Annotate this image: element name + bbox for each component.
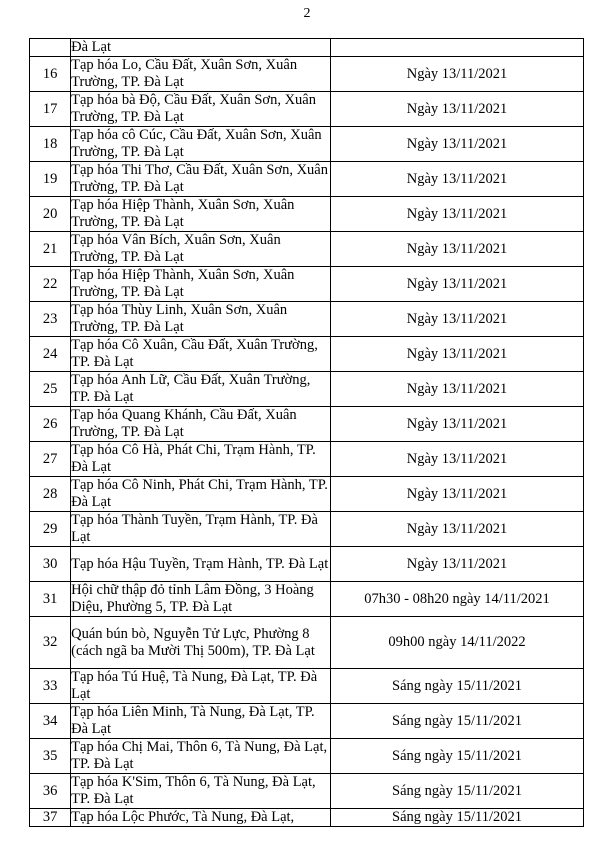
time-cell: Ngày 13/11/2021	[331, 197, 584, 232]
table-row	[30, 39, 584, 57]
place-cell: Tạp hóa Hiệp Thành, Xuân Sơn, Xuân Trường, TP. Đà Lạt	[71, 197, 331, 232]
row-number: 26	[30, 407, 71, 442]
table-row	[30, 267, 584, 302]
table-row	[30, 57, 584, 92]
time-cell: Sáng ngày 15/11/2021	[331, 704, 584, 739]
table-row	[30, 197, 584, 232]
schedule-table	[29, 38, 584, 827]
place-cell: Tạp hóa Quang Khánh, Cầu Đất, Xuân Trường, TP. Đà Lạt	[71, 407, 331, 442]
time-cell	[331, 39, 584, 57]
row-number: 31	[30, 582, 71, 617]
row-number: 20	[30, 197, 71, 232]
time-cell: Ngày 13/11/2021	[331, 92, 584, 127]
time-cell: Ngày 13/11/2021	[331, 477, 584, 512]
row-number: 27	[30, 442, 71, 477]
table-row	[30, 302, 584, 337]
table-row	[30, 442, 584, 477]
time-cell: Ngày 13/11/2021	[331, 127, 584, 162]
place-cell: Tạp hóa Thùy Linh, Xuân Sơn, Xuân Trường, TP. Đà Lạt	[71, 302, 331, 337]
table-row	[30, 669, 584, 704]
row-number	[30, 39, 71, 57]
table-row	[30, 809, 584, 827]
table-row	[30, 774, 584, 809]
time-cell: Ngày 13/11/2021	[331, 302, 584, 337]
time-cell: Ngày 13/11/2021	[331, 442, 584, 477]
time-cell: Ngày 13/11/2021	[331, 512, 584, 547]
row-number: 23	[30, 302, 71, 337]
row-number: 34	[30, 704, 71, 739]
time-cell: Sáng ngày 15/11/2021	[331, 739, 584, 774]
row-number: 36	[30, 774, 71, 809]
time-cell: Ngày 13/11/2021	[331, 337, 584, 372]
time-cell: 09h00 ngày 14/11/2022	[331, 617, 584, 669]
row-number: 28	[30, 477, 71, 512]
place-cell: Đà Lạt	[71, 39, 331, 57]
row-number: 22	[30, 267, 71, 302]
page-number: 2	[303, 6, 311, 21]
table-row	[30, 372, 584, 407]
row-number: 30	[30, 547, 71, 582]
row-number: 32	[30, 617, 71, 669]
row-number: 21	[30, 232, 71, 267]
place-cell: Tạp hóa Liên Minh, Tà Nung, Đà Lạt, TP. Đà Lạt	[71, 704, 331, 739]
table-row	[30, 547, 584, 582]
table-row	[30, 92, 584, 127]
row-number: 24	[30, 337, 71, 372]
place-cell: Tạp hóa Cô Hà, Phát Chi, Trạm Hành, TP. Đà Lạt	[71, 442, 331, 477]
row-number: 25	[30, 372, 71, 407]
time-cell: Ngày 13/11/2021	[331, 267, 584, 302]
schedule-table-body	[30, 39, 584, 827]
table-row	[30, 407, 584, 442]
table-row	[30, 477, 584, 512]
place-cell: Tạp hóa Chị Mai, Thôn 6, Tà Nung, Đà Lạt, TP. Đà Lạt	[71, 739, 331, 774]
place-cell: Tạp hóa Anh Lữ, Cầu Đất, Xuân Trường, TP. Đà Lạt	[71, 372, 331, 407]
row-number: 33	[30, 669, 71, 704]
place-cell: Tạp hóa Cô Xuân, Cầu Đất, Xuân Trường, TP. Đà Lạt	[71, 337, 331, 372]
time-cell: Ngày 13/11/2021	[331, 372, 584, 407]
table-row	[30, 617, 584, 669]
time-cell: Ngày 13/11/2021	[331, 407, 584, 442]
time-cell: Sáng ngày 15/11/2021	[331, 774, 584, 809]
table-row	[30, 704, 584, 739]
row-number: 19	[30, 162, 71, 197]
place-cell: Quán bún bò, Nguyễn Tử Lực, Phường 8 (cách ngã ba Mười Thị 500m), TP. Đà Lạt	[71, 617, 331, 669]
row-number: 16	[30, 57, 71, 92]
time-cell: Sáng ngày 15/11/2021	[331, 809, 584, 827]
place-cell: Tạp hóa cô Cúc, Cầu Đất, Xuân Sơn, Xuân Trường, TP. Đà Lạt	[71, 127, 331, 162]
place-cell: Tạp hóa bà Độ, Cầu Đất, Xuân Sơn, Xuân Trường, TP. Đà Lạt	[71, 92, 331, 127]
table-row	[30, 337, 584, 372]
place-cell: Tạp hóa Cô Ninh, Phát Chi, Trạm Hành, TP. Đà Lạt	[71, 477, 331, 512]
place-cell: Tạp hóa Vân Bích, Xuân Sơn, Xuân Trường, TP. Đà Lạt	[71, 232, 331, 267]
time-cell: Ngày 13/11/2021	[331, 232, 584, 267]
row-number: 37	[30, 809, 71, 827]
place-cell: Tạp hóa Hậu Tuyền, Trạm Hành, TP. Đà Lạt	[71, 547, 331, 582]
place-cell: Tạp hóa Thành Tuyền, Trạm Hành, TP. Đà Lạt	[71, 512, 331, 547]
row-number: 35	[30, 739, 71, 774]
table-row	[30, 127, 584, 162]
place-cell: Tạp hóa Thi Thơ, Cầu Đất, Xuân Sơn, Xuân Trường, TP. Đà Lạt	[71, 162, 331, 197]
table-row	[30, 232, 584, 267]
place-cell: Tạp hóa Hiệp Thành, Xuân Sơn, Xuân Trường, TP. Đà Lạt	[71, 267, 331, 302]
time-cell: Ngày 13/11/2021	[331, 162, 584, 197]
place-cell: Tạp hóa Lộc Phước, Tà Nung, Đà Lạt,	[71, 809, 331, 827]
row-number: 17	[30, 92, 71, 127]
place-cell: Tạp hóa Tú Huệ, Tà Nung, Đà Lạt, TP. Đà Lạt	[71, 669, 331, 704]
row-number: 29	[30, 512, 71, 547]
table-row	[30, 162, 584, 197]
row-number: 18	[30, 127, 71, 162]
place-cell: Tạp hóa Lo, Cầu Đất, Xuân Sơn, Xuân Trường, TP. Đà Lạt	[71, 57, 331, 92]
table-row	[30, 582, 584, 617]
time-cell: 07h30 - 08h20 ngày 14/11/2021	[331, 582, 584, 617]
time-cell: Ngày 13/11/2021	[331, 57, 584, 92]
table-row	[30, 739, 584, 774]
time-cell: Ngày 13/11/2021	[331, 547, 584, 582]
place-cell: Hội chữ thập đỏ tỉnh Lâm Đồng, 3 Hoàng Diệu, Phường 5, TP. Đà Lạt	[71, 582, 331, 617]
table-row	[30, 512, 584, 547]
time-cell: Sáng ngày 15/11/2021	[331, 669, 584, 704]
place-cell: Tạp hóa K'Sim, Thôn 6, Tà Nung, Đà Lạt, TP. Đà Lạt	[71, 774, 331, 809]
